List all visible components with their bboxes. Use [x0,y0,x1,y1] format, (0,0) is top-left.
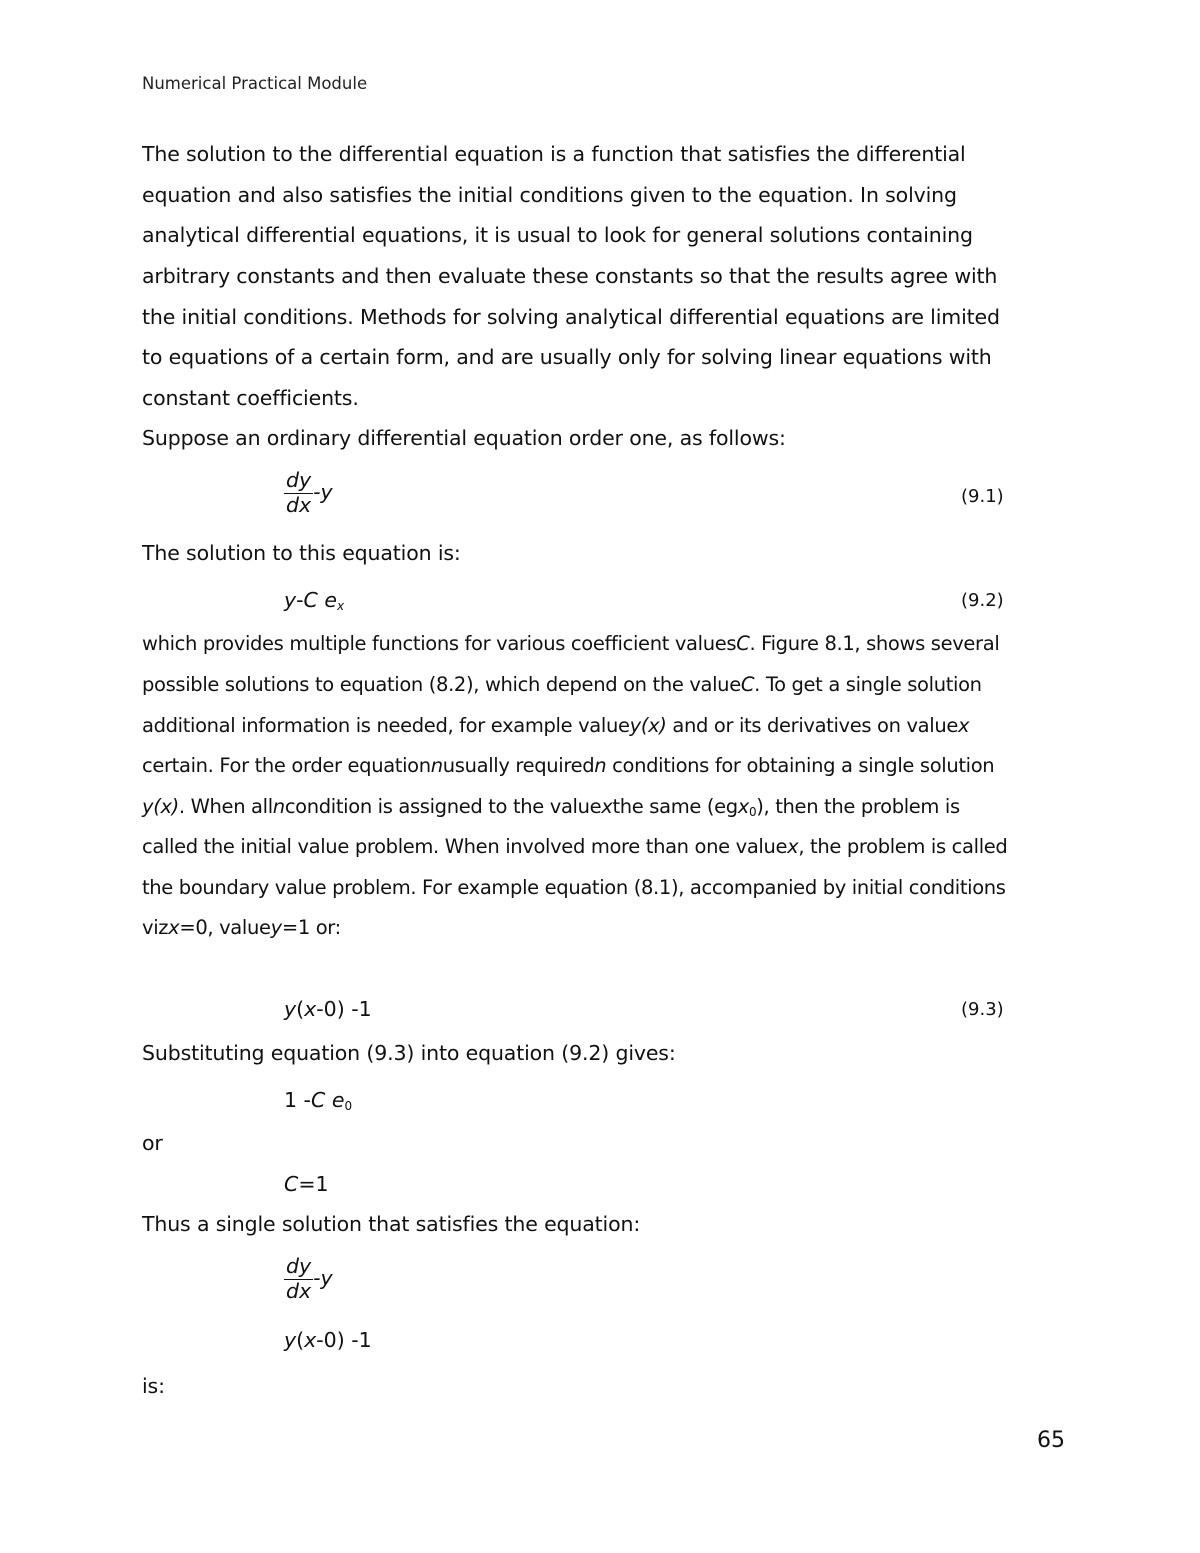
eq-var-e: e [331,1088,345,1112]
eq-rest: =1 [298,1172,329,1196]
eq-rest: -0) -1 [316,997,372,1021]
text-run: and or its derivatives on value [666,714,958,737]
equation-number: (9.2) [961,590,1004,611]
eq-var-y: y [284,588,297,612]
math-var: C [740,673,755,696]
text-run: . When all [178,795,273,818]
fraction-denominator: dx [286,492,312,517]
equation-9-1 [284,470,333,516]
math-var: x [737,795,749,818]
equation-final-ic [284,1328,372,1352]
equation-number: (9.3) [961,999,1004,1020]
text-run: . To get a single solution [754,673,982,696]
math-var: x [601,795,613,818]
equation-c [284,1172,329,1196]
eq-paren: ( [296,997,305,1021]
math-var: y(x) [142,795,179,818]
eq-var-c: C [284,1172,299,1196]
intro-line: Suppose an ordinary differential equation order one, as follows: [142,426,786,450]
text-run: conditions for obtaining a single solution [606,754,995,777]
paragraph-line [142,795,960,819]
paragraph-line [142,632,999,655]
text-run: , the problem is called [798,835,1008,858]
eq-exponent: 0 [344,1099,353,1113]
eq-var-c: C [310,1088,326,1112]
paragraph-line: to equations of a certain form, and are usually only for solving linear equations with [142,345,992,369]
math-var: y(x) [629,714,667,737]
text-run: . Figure 8.1, shows several [749,632,1000,655]
eq-var-y: y [284,997,297,1021]
eq-var-x: x [304,997,317,1021]
page-number: 65 [1037,1428,1065,1453]
paragraph-line: equation and also satisfies the initial conditions given to the equation. In solving [142,183,957,207]
equation-9-2 [284,588,344,613]
fraction-numerator: dy [286,468,312,492]
fraction-denominator: dx [286,1278,312,1303]
math-subscript: 0 [748,805,757,819]
text-run: condition is assigned to the value [284,795,602,818]
text-run: which provides multiple functions for various coefficient values [142,632,737,655]
eq-paren: ( [296,1328,305,1352]
eq-var-y: y [284,1328,297,1352]
math-var: C [736,632,750,655]
thus-line: Thus a single solution that satisfies the equation: [142,1212,641,1236]
paragraph-line [142,835,1007,858]
equation-9-3 [284,997,372,1021]
text-run: possible solutions to equation (8.2), which depend on the value [142,673,741,696]
eq-exponent: x [337,599,345,613]
paragraph-line [142,916,341,939]
math-var: n [430,754,443,777]
paragraph-line [142,673,982,696]
text-run: called the initial value problem. When involved more than one value [142,835,788,858]
eq-rest: -0) -1 [316,1328,372,1352]
text-run: the same (eg [612,795,738,818]
text-run: certain. For the order equation [142,754,431,777]
eq-var-x: x [304,1328,317,1352]
eq-var-e: e [324,588,338,612]
paragraph-line: The solution to the differential equation is a function that satisfies the differential [142,142,966,166]
fraction-numerator: dy [286,1254,312,1278]
equation-final-ode [284,1256,333,1302]
equation-substituted [284,1088,352,1113]
or-line: or [142,1131,163,1155]
paragraph-line: the initial conditions. Methods for solving analytical differential equations are limited [142,305,1000,329]
text-run: =0, value [179,916,271,939]
equation-rhs: -y [313,480,333,505]
text-run: ), then the problem is [756,795,960,818]
paragraph-line: arbitrary constants and then evaluate these constants so that the results agree with [142,264,998,288]
eq-lhs: 1 - [284,1088,311,1112]
running-header: Numerical Practical Module [142,74,368,93]
equation-rhs: -y [313,1266,333,1291]
paragraph-line: the boundary value problem. For example equation (8.1), accompanied by initial conditions [142,876,1006,899]
math-var: y [270,916,282,939]
math-var: n [594,754,607,777]
paragraph-line: analytical differential equations, it is usual to look for general solutions containing [142,223,973,247]
eq-operator: - [296,588,304,612]
substitution-line: Substituting equation (9.3) into equation (9.2) gives: [142,1041,676,1065]
paragraph-line [142,714,969,737]
eq-var-c: C [303,588,318,612]
paragraph-line [142,754,994,777]
math-var: n [272,795,285,818]
math-var: x [787,835,799,858]
text-run: usually required [442,754,595,777]
solution-line: The solution to this equation is: [142,541,461,565]
text-run: viz [142,916,169,939]
fraction [284,470,313,516]
math-var: x [958,714,970,737]
equation-number: (9.1) [961,486,1004,507]
is-line: is: [142,1374,165,1398]
fraction [284,1256,313,1302]
text-run: additional information is needed, for example value [142,714,630,737]
math-var: x [168,916,180,939]
text-run: =1 or: [281,916,341,939]
paragraph-line: constant coefficients. [142,386,359,410]
